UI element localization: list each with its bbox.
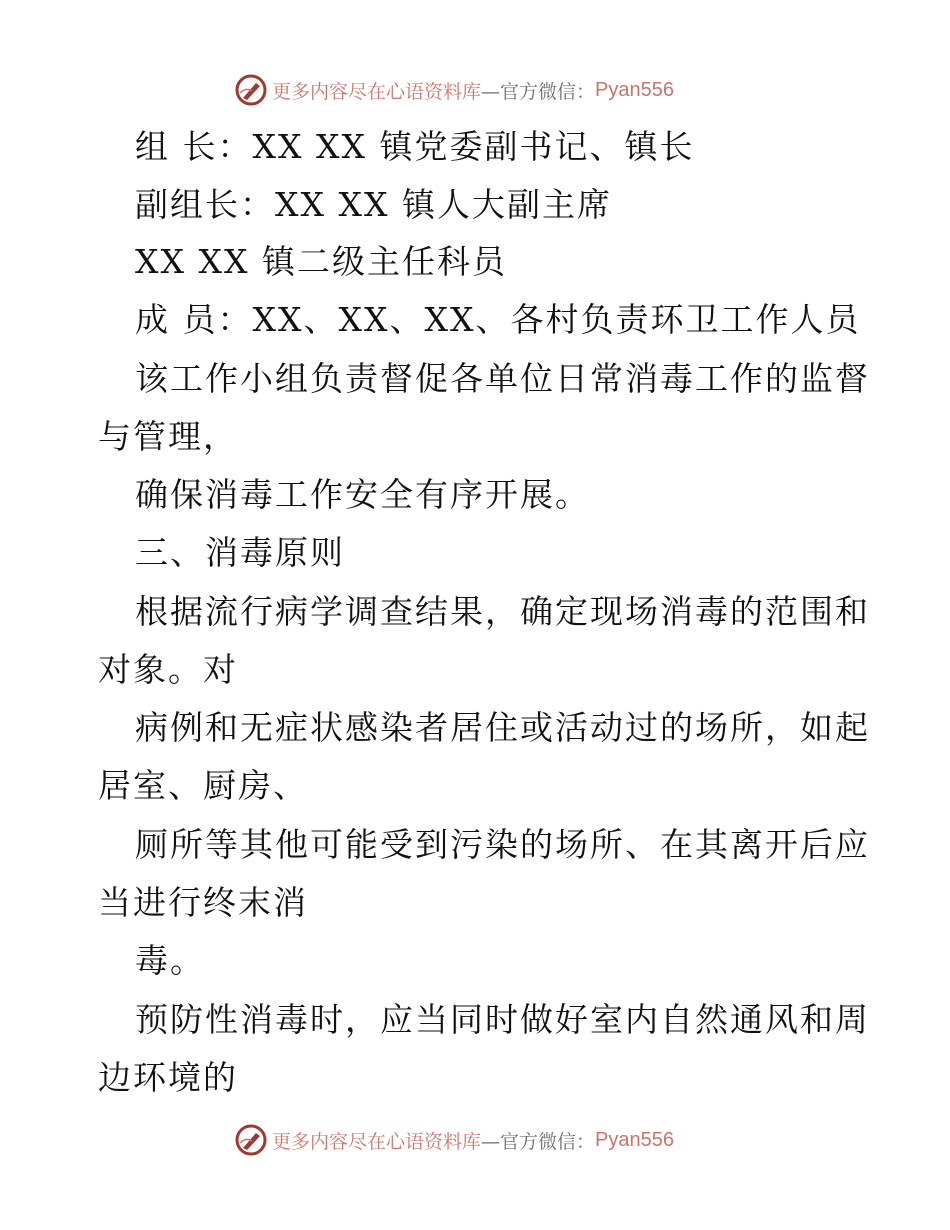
text-line: 居室、厨房、 <box>98 766 308 805</box>
banner-main-text: 更多内容尽在心语资料库 <box>272 80 482 103</box>
banner-dash-text: —官方微信： <box>481 80 596 103</box>
text-line: 根据流行病学调查结果，确定现场消毒的范围和 <box>135 592 870 631</box>
text-line: 当进行终末消 <box>98 883 308 922</box>
text-line: 确保消毒工作安全有序开展。 <box>135 475 590 514</box>
footer-watermark-banner <box>234 1120 674 1160</box>
header-watermark-banner <box>234 70 674 110</box>
pen-nib-logo-icon <box>234 1123 268 1157</box>
banner-wechat-id: Pyan556 <box>595 1128 674 1151</box>
text-line: 预防性消毒时，应当同时做好室内自然通风和周 <box>135 1000 870 1039</box>
text-line: 边环境的 <box>98 1058 238 1097</box>
text-line: 成 员：XX、XX、XX、各村负责环卫工作人员 <box>135 300 861 339</box>
banner-main-text: 更多内容尽在心语资料库 <box>272 1130 482 1153</box>
text-line: 与管理， <box>98 417 238 456</box>
text-line: 病例和无症状感染者居住或活动过的场所，如起 <box>135 708 870 747</box>
text-line: XX XX 镇二级主任科员 <box>135 242 507 281</box>
banner-dash-text: —官方微信： <box>481 1130 596 1153</box>
text-line: 组 长：XX XX 镇党委副书记、镇长 <box>135 127 695 166</box>
text-line: 副组长：XX XX 镇人大副主席 <box>135 185 612 224</box>
pen-nib-logo-icon <box>234 73 268 107</box>
text-line: 厕所等其他可能受到污染的场所、在其离开后应 <box>135 825 870 864</box>
section-heading: 三、消毒原则 <box>135 533 345 572</box>
text-line: 对象。对 <box>98 650 238 689</box>
banner-wechat-id: Pyan556 <box>595 78 674 101</box>
text-line: 毒。 <box>135 941 205 980</box>
text-line: 该工作小组负责督促各单位日常消毒工作的监督 <box>135 359 870 398</box>
